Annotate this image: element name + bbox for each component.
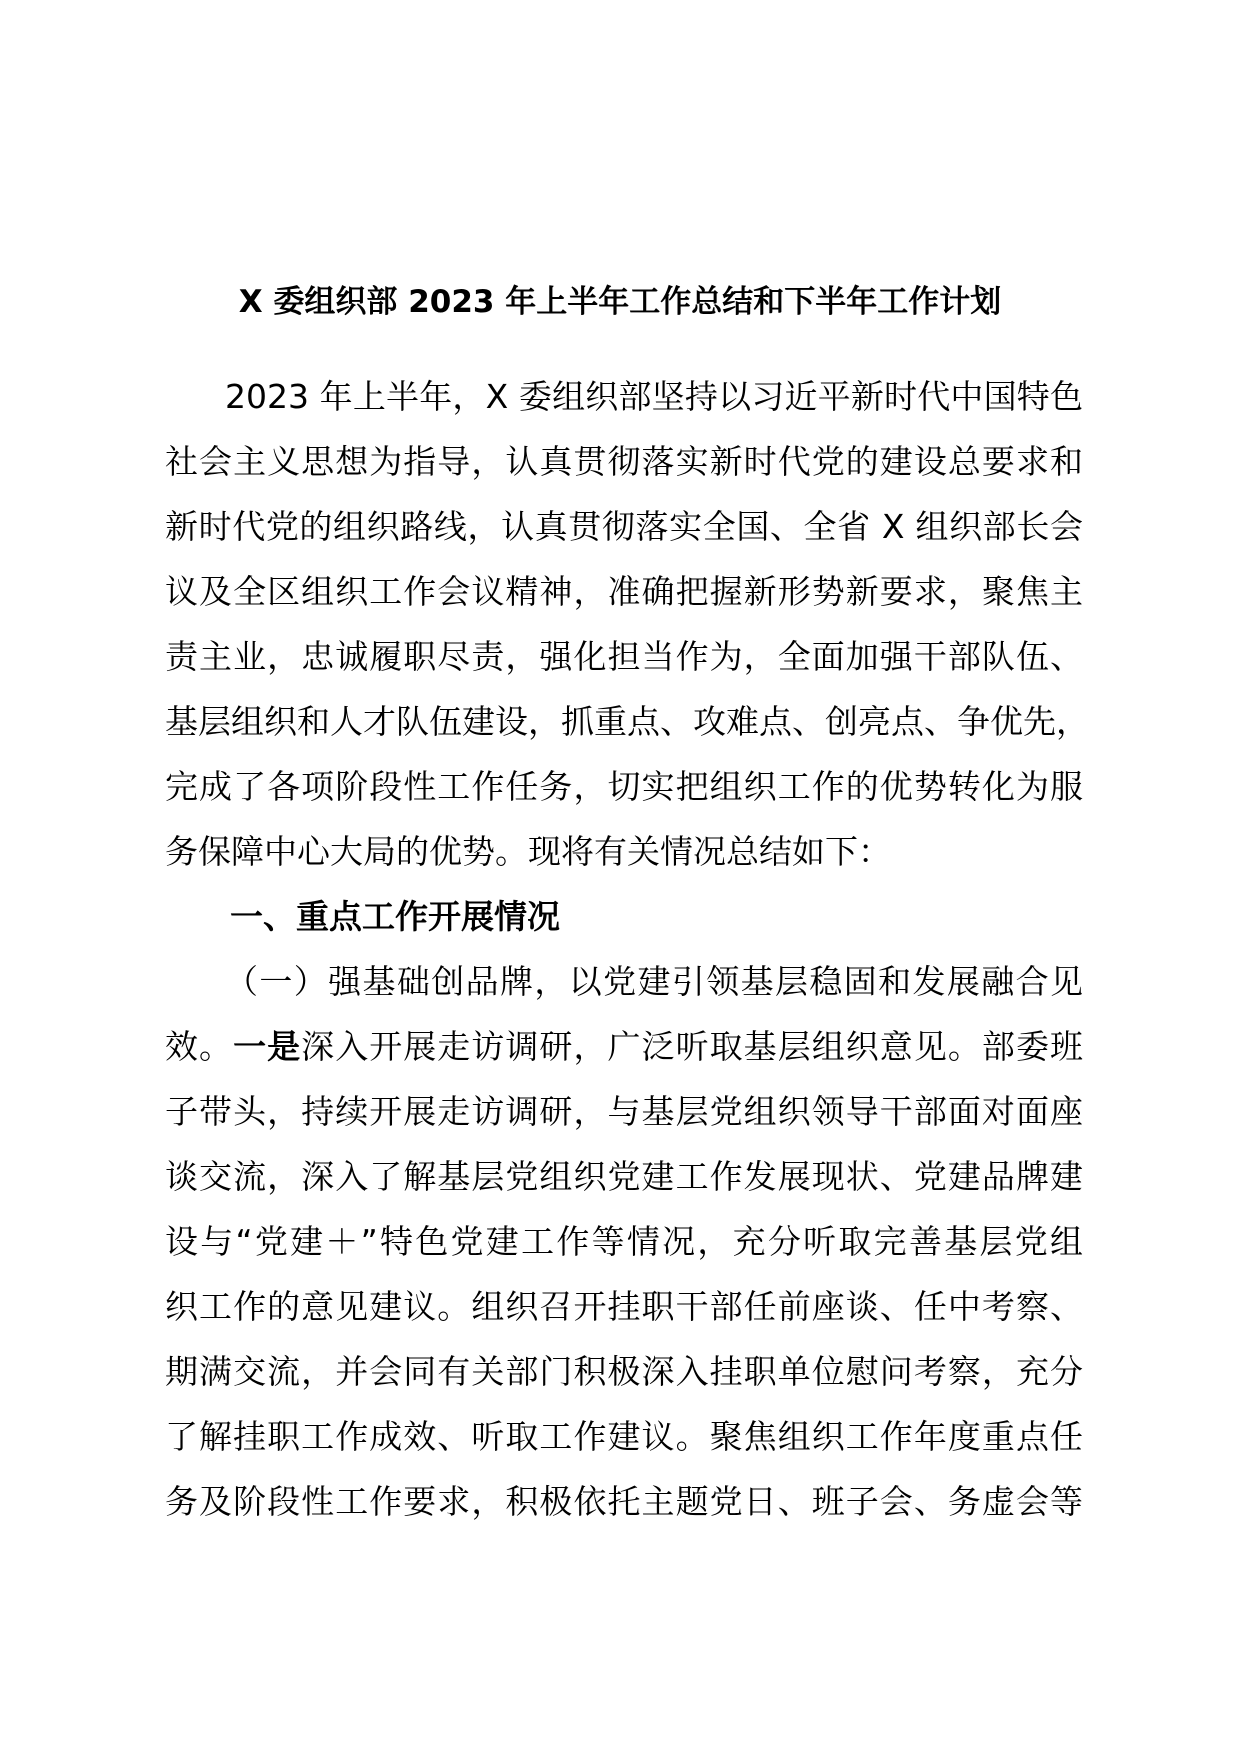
paragraph-line: （一）强基础创品牌，以党建引领基层稳固和发展融合见 — [225, 962, 1083, 1001]
paragraph-line: 社会主义思想为指导，认真贯彻落实新时代党的建设总要求和 — [165, 442, 1083, 481]
paragraph-line: 责主业，忠诚履职尽责，强化担当作为，全面加强干部队伍、 — [165, 637, 1083, 676]
section-heading: 一、重点工作开展情况 — [230, 897, 560, 936]
paragraph-line: 设与“党建＋”特色党建工作等情况，充分听取完善基层党组 — [165, 1222, 1083, 1261]
paragraph-line: 务保障中心大局的优势。现将有关情况总结如下： — [165, 832, 891, 871]
paragraph-line: 务及阶段性工作要求，积极依托主题党日、班子会、务虚会等 — [165, 1482, 1083, 1521]
paragraph-line — [165, 1025, 1083, 1069]
bold-lead: 一是 — [233, 1027, 302, 1066]
paragraph-line: 织工作的意见建议。组织召开挂职干部任前座谈、任中考察、 — [165, 1287, 1083, 1326]
paragraph-line: 新时代党的组织路线，认真贯彻落实全国、全省 X 组织部长会 — [165, 507, 1083, 546]
paragraph-line: 期满交流，并会同有关部门积极深入挂职单位慰问考察，充分 — [165, 1352, 1083, 1391]
text-segment: 深入开展走访调研，广泛听取基层组织意见。部委班 — [301, 1027, 1084, 1066]
document-title: X 委组织部 2023 年上半年工作总结和下半年工作计划 — [238, 284, 1002, 320]
text-segment: 效。 — [165, 1027, 234, 1066]
paragraph-line: 完成了各项阶段性工作任务，切实把组织工作的优势转化为服 — [165, 767, 1083, 806]
paragraph-line: 基层组织和人才队伍建设，抓重点、攻难点、创亮点、争优先， — [165, 702, 1089, 741]
paragraph-line: 议及全区组织工作会议精神，准确把握新形势新要求，聚焦主 — [165, 572, 1083, 611]
paragraph-line: 了解挂职工作成效、听取工作建议。聚焦组织工作年度重点任 — [165, 1417, 1083, 1456]
paragraph-line: 谈交流，深入了解基层党组织党建工作发展现状、党建品牌建 — [165, 1157, 1083, 1196]
paragraph-line: 2023 年上半年，X 委组织部坚持以习近平新时代中国特色 — [225, 377, 1083, 416]
paragraph-line: 子带头，持续开展走访调研，与基层党组织领导干部面对面座 — [165, 1092, 1083, 1131]
